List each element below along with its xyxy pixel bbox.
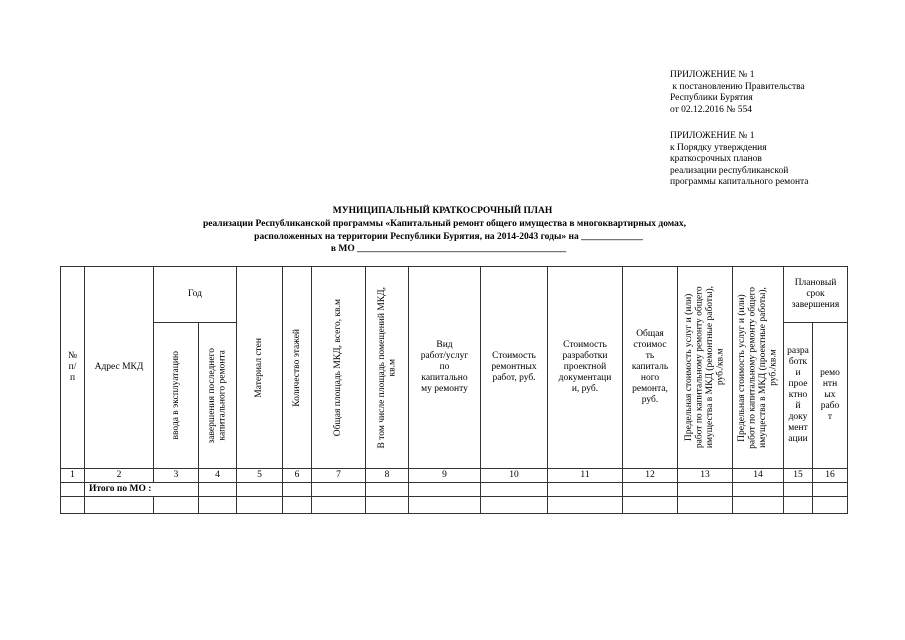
column-number: 14 [733,469,784,483]
column-number: 13 [678,469,733,483]
appendix-1-line: ПРИЛОЖЕНИЕ № 1 [670,70,755,80]
header-wall-material: Материал стен [237,267,283,469]
table-cell [199,497,237,514]
table-cell [784,497,813,514]
column-number: 8 [366,469,409,483]
appendix-2-line: ПРИЛОЖЕНИЕ № 1 [670,131,755,141]
table-cell [199,483,237,497]
table-cell [623,483,678,497]
table-cell [312,483,366,497]
table-row [61,497,848,514]
column-number: 2 [85,469,154,483]
header-repair-cost: Стоимость ремонтных работ, руб. [481,267,548,469]
column-number: 11 [548,469,623,483]
appendix-2-line: к Порядку утверждения [670,142,767,153]
header-work-type: Вид работ/услуг по капитально му ремонту [409,267,481,469]
header-deadline-design: разра ботк и прое ктно й доку мент ации [784,323,813,469]
plan-subtitle-line: реализации Республиканской программы «Капитальный ремонт общего имущества в многоквартирных домах, [202,219,687,229]
appendix-2-block [670,131,809,189]
column-number-row [61,469,848,483]
column-number: 15 [784,469,813,483]
appendix-1-line: к постановлению Правительства [670,81,805,92]
column-number: 9 [409,469,481,483]
table-cell [409,497,481,514]
header-limit-repair: Предельная стоимость услуг и (или) работ по капитальному ремонту общего имущества в МКД (ремонтные работы), руб./кв.м [678,267,733,469]
column-number: 6 [283,469,312,483]
column-number: 5 [237,469,283,483]
header-year: Год [154,267,237,323]
table-cell [548,483,623,497]
appendix-2-line: программы капитального ремонта [670,177,809,187]
table-cell [366,483,409,497]
table-cell [623,497,678,514]
column-number: 12 [623,469,678,483]
total-row [61,483,848,497]
table-cell [312,497,366,514]
header-planned-deadline: Плановый срок завершения [784,267,848,323]
table-cell [813,483,848,497]
appendix-1-line: Республики Бурятия [670,93,753,103]
column-number: 7 [312,469,366,483]
header-deadline-repair: ремо нтн ых рабо т [813,323,848,469]
column-number: 16 [813,469,848,483]
total-label: Итого по МО : [85,483,199,497]
header-premises-area: В том числе площадь помещений МКД, кв.м [366,267,409,469]
column-number: 3 [154,469,199,483]
table-cell [61,497,85,514]
table-cell [733,497,784,514]
table-cell [784,483,813,497]
table-cell [678,483,733,497]
appendix-2-line: краткосрочных планов [670,154,762,164]
table-cell [366,497,409,514]
table-cell [237,497,283,514]
table-cell [409,483,481,497]
header-limit-design: Предельная стоимость услуг и (или) работ по капитальному ремонту общего имущества в МКД (проектные работы), руб./кв.м [733,267,784,469]
plan-municipality-line: в МО ____________________________________________ [330,244,567,254]
header-total-area: Общая площадь МКД, всего, кв.м [312,267,366,469]
appendix-1-line: от 02.12.2016 № 554 [670,104,752,115]
table-cell [813,497,848,514]
plan-subtitle-line: расположенных на территории Республики Бурятия, на 2014-2043 годы» на _____________ [254,232,643,242]
table-cell [733,483,784,497]
appendix-1-block [670,70,805,116]
plan-table [60,266,848,514]
header-total-cost: Общая стоимос ть капиталь ного ремонта, руб. [623,267,678,469]
column-number: 10 [481,469,548,483]
table-cell [237,483,283,497]
column-number: 4 [199,469,237,483]
column-number: 1 [61,469,85,483]
header-floors: Количество этажей [283,267,312,469]
table-cell [678,497,733,514]
header-year-commission: ввода в эксплуатацию [154,323,199,469]
header-address: Адрес МКД [85,267,154,469]
table-cell [548,497,623,514]
table-cell [283,483,312,497]
header-row-number: № п/ п [61,267,85,469]
table-cell [61,483,85,497]
header-design-cost: Стоимость разработки проектной документаци и, руб. [548,267,623,469]
table-cell [283,497,312,514]
table-cell [481,483,548,497]
appendix-2-line: реализации республиканской [670,165,789,176]
header-year-last-repair: завершения последнего капитального ремонта [199,323,237,469]
table-cell [154,497,199,514]
table-cell [85,497,154,514]
table-cell [481,497,548,514]
plan-title: МУНИЦИПАЛЬНЫЙ КРАТКОСРОЧНЫЙ ПЛАН [332,206,553,216]
